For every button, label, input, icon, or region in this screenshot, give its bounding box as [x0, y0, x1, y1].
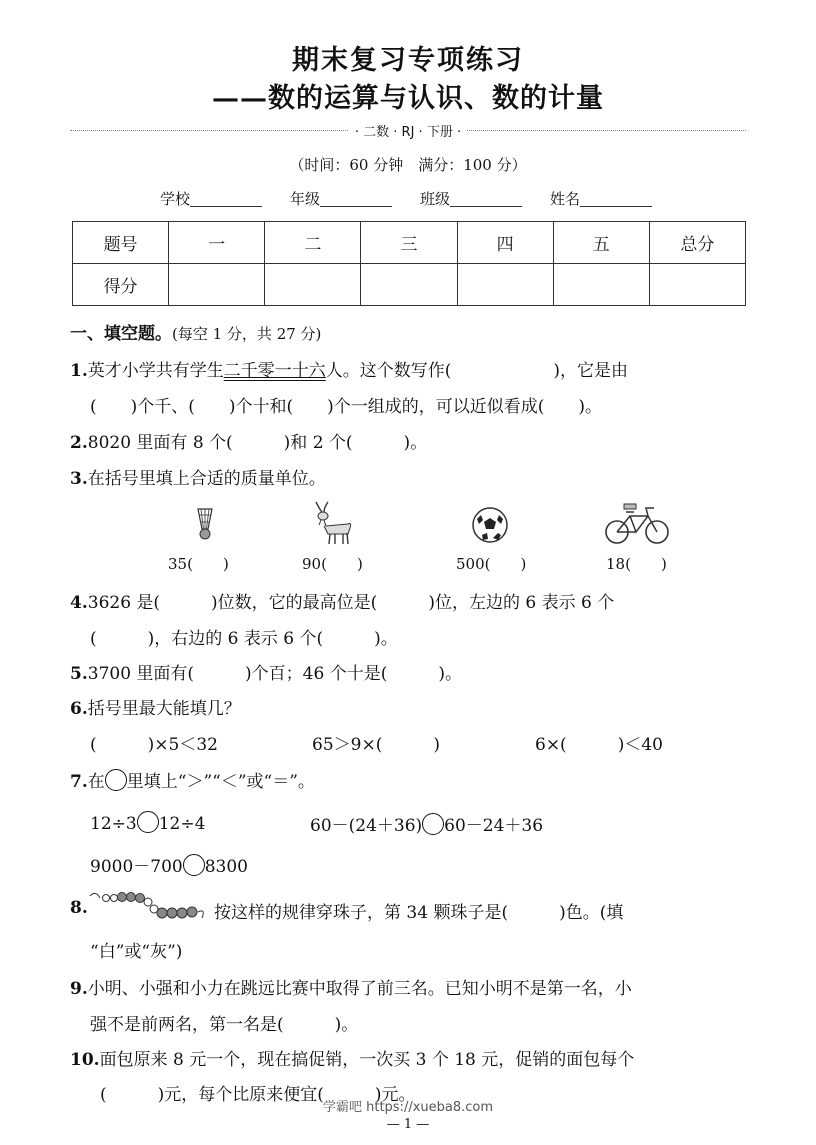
- q7-expr-2: [310, 811, 543, 836]
- q7-e1-right: 12÷4: [158, 814, 206, 834]
- q7-text-b: 里填上“＞”“＜”或“＝”。: [126, 772, 315, 792]
- q2-text: 8020 里面有 8 个( )和 2 个( )。: [87, 433, 428, 453]
- section-note: (每空 1 分，共 27 分): [172, 325, 322, 343]
- score-cell[interactable]: [649, 264, 745, 306]
- score-header-cell: 一: [169, 222, 265, 264]
- score-header-row: [73, 222, 746, 264]
- question-9: [70, 974, 632, 999]
- bicycle-icon: [604, 502, 672, 546]
- bead-string-icon: [88, 888, 210, 924]
- grade-field: [290, 188, 392, 209]
- q1-text-a: 英才小学共有学生: [87, 361, 224, 381]
- question-10: [70, 1045, 634, 1070]
- q7-expr-3: [90, 852, 248, 877]
- question-number: 1.: [70, 361, 88, 381]
- q7-expr-1: [90, 811, 205, 834]
- question-number: 7.: [70, 772, 88, 792]
- q10-text: 面包原来 8 元一个，现在搞促销，一次买 3 个 18 元，促销的面包每个: [99, 1050, 635, 1070]
- q4-line-2: ( )，右边的 6 表示 6 个( )。: [90, 629, 398, 649]
- section-heading: 一、填空题。: [70, 324, 172, 344]
- school-label: 学校: [160, 190, 191, 208]
- q10-line-2: ( )元，每个比原来便宜( )元。: [100, 1085, 416, 1105]
- q1-text-b: 人。这个数写作( )，它是由: [325, 361, 629, 381]
- q9-line-2: 强不是前两名，第一名是( )。: [90, 1015, 359, 1035]
- q8-line-2: “白”或“灰”): [90, 942, 183, 962]
- q6-expr-c: 6×( )＜40: [535, 735, 663, 755]
- score-row: [73, 264, 746, 306]
- page-number: — 1 —: [386, 1117, 430, 1132]
- q7-e2-left: 60－(24＋36): [310, 816, 423, 836]
- soccer-ball-icon: [470, 505, 510, 545]
- score-header-cell: 题号: [73, 222, 169, 264]
- question-4: [70, 588, 614, 613]
- question-number: 5.: [70, 664, 88, 684]
- school-field: [160, 188, 262, 209]
- compare-circle[interactable]: [422, 813, 444, 835]
- grade-label: 年级: [290, 190, 321, 208]
- score-cell[interactable]: [457, 264, 553, 306]
- shuttlecock-icon: [190, 505, 220, 545]
- q6-text: 括号里最大能填几？: [87, 699, 241, 719]
- class-field: [420, 188, 522, 209]
- score-cell[interactable]: [265, 264, 361, 306]
- class-label: 班级: [420, 190, 451, 208]
- q1-line-2: ( )个千、( )个十和( )个一组成的，可以近似看成( )。: [90, 397, 603, 417]
- score-row-label: 得分: [73, 264, 169, 306]
- q8-text: 按这样的规律穿珠子，第 34 颗珠子是( )色。(填: [214, 903, 624, 923]
- question-number: 10.: [70, 1050, 100, 1070]
- question-number: 3.: [70, 469, 88, 489]
- score-cell[interactable]: [553, 264, 649, 306]
- q7-e1-left: 12÷3: [90, 814, 137, 834]
- q3-text: 在括号里填上合适的质量单位。: [87, 469, 326, 489]
- question-number: 4.: [70, 593, 88, 613]
- class-blank[interactable]: [450, 192, 522, 207]
- page-subtitle: ——数的运算与认识、数的计量: [212, 83, 604, 114]
- question-1: [70, 356, 628, 381]
- watermark: 学霸吧 https://xueba8.com: [322, 1100, 494, 1115]
- question-6: [70, 694, 241, 719]
- q3-item: 500( ): [456, 555, 527, 573]
- q7-e3-right: 8300: [204, 857, 248, 877]
- score-header-cell: 四: [457, 222, 553, 264]
- compare-circle[interactable]: [183, 854, 205, 876]
- goat-icon: [310, 498, 356, 546]
- score-header-cell: 三: [361, 222, 457, 264]
- compare-circle[interactable]: [137, 811, 159, 833]
- q3-item: 18( ): [606, 555, 667, 573]
- question-number: 8.: [70, 898, 88, 918]
- q7-text-a: 在: [87, 772, 105, 792]
- q7-e2-right: 60－24＋36: [444, 816, 544, 836]
- school-blank[interactable]: [190, 192, 262, 207]
- question-8-number: [70, 898, 88, 918]
- question-number: 9.: [70, 979, 88, 999]
- q4-text: 3626 是( )位数，它的最高位是( )位，左边的 6 表示 6 个: [87, 593, 615, 613]
- score-table: [72, 221, 746, 306]
- question-3: [70, 464, 326, 489]
- q6-expr-b: 65＞9×( ): [312, 735, 440, 755]
- question-5: [70, 659, 462, 684]
- score-header-cell: 总分: [649, 222, 745, 264]
- grade-blank[interactable]: [320, 192, 392, 207]
- circle-blank-icon: [105, 769, 127, 791]
- question-2: [70, 428, 427, 453]
- question-number: 2.: [70, 433, 88, 453]
- name-field: [550, 188, 652, 209]
- edition-text: · 二数 · RJ · 下册 ·: [349, 125, 467, 140]
- question-number: 6.: [70, 699, 88, 719]
- q5-text: 3700 里面有( )个百；46 个十是( )。: [87, 664, 462, 684]
- score-cell[interactable]: [361, 264, 457, 306]
- page-title: 期末复习专项练习: [292, 45, 524, 76]
- q1-underlined-number: 二千零一十六: [223, 361, 326, 381]
- time-info: （时间：60 分钟 满分：100 分）: [289, 156, 527, 174]
- q3-item: 35( ): [168, 555, 229, 573]
- q9-text: 小明、小强和小力在跳远比赛中取得了前三名。已知小明不是第一名，小: [87, 979, 632, 999]
- q7-e3-left: 9000－700: [90, 857, 183, 877]
- score-header-cell: 二: [265, 222, 361, 264]
- name-label: 姓名: [550, 190, 581, 208]
- section-title: [70, 319, 321, 344]
- q6-expr-a: ( )×5＜32: [90, 735, 218, 755]
- score-cell[interactable]: [169, 264, 265, 306]
- q3-item: 90( ): [302, 555, 363, 573]
- name-blank[interactable]: [580, 192, 652, 207]
- question-7: [70, 767, 315, 792]
- edition-label: [0, 121, 816, 140]
- score-header-cell: 五: [553, 222, 649, 264]
